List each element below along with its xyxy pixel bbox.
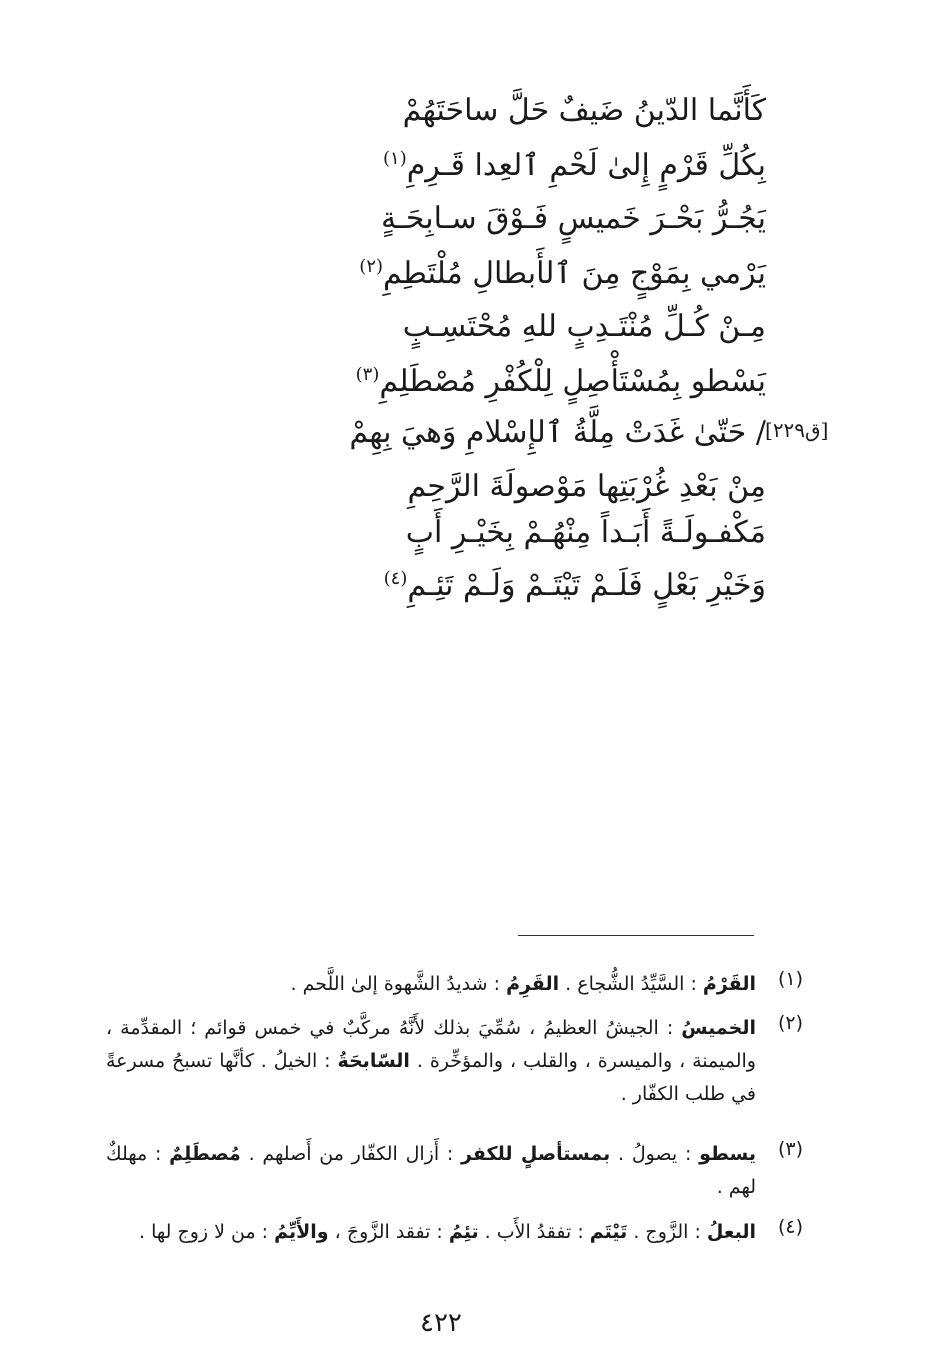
footnote-term: والأَيِّمُ [274, 1221, 329, 1243]
verse-line [352, 366, 766, 397]
verse-line [405, 515, 766, 550]
verse-line [402, 309, 766, 344]
footnote [106, 968, 756, 1001]
footnote-text: : السَّيِّدُ الشُّجاع . [559, 973, 703, 995]
footnote-term: السّابحَةُ [337, 1050, 410, 1072]
verse-text: مِـنْ كُـلِّ مُنْتَـدِبٍ للهِ مُحْتَسِـبٍ [402, 309, 766, 344]
footnote-text: : مهلكٌ لهم . [106, 1143, 756, 1198]
footnote-text: : أَزال الكفّار من أَصلهم . [240, 1143, 462, 1165]
folio-marker: [ق٢٢٩] [765, 418, 829, 442]
verse-text: مِنْ بَعْدِ غُرْبَتِها مَوْصولَةَ الرَّحِمِ [407, 469, 766, 504]
verse-text: وَخَيْرِ بَعْلٍ فَلَـمْ تَيْتَـمْ وَلَـمْ تَئِـمِ [407, 568, 766, 603]
verse-line [380, 201, 766, 236]
footnote-text: : شديدُ الشَّهوة إلىٰ اللَّحم . [290, 973, 507, 995]
verse-text: مَكْفـولَـةً أَبَـداً مِنْهُـمْ بِخَيْـرِ أَبٍ [405, 515, 766, 550]
footnote-divider [518, 935, 754, 936]
verse-line [402, 93, 766, 128]
verse-line [380, 570, 766, 601]
footnote-term: القَرِمُ [506, 973, 560, 995]
footnote-text: : الزَّوج . [627, 1221, 707, 1243]
verse-text: يَرْمي بِمَوْجٍ مِنَ ٱلأَبطالِ مُلْتَطِمِ [383, 256, 766, 291]
footnote [106, 1138, 756, 1204]
footnote-text: : تفقدُ الأَب . [478, 1221, 590, 1243]
footnote-ref: (٣) [355, 364, 380, 385]
footnote-number: (٢) [777, 1012, 803, 1034]
verse-line [355, 258, 766, 289]
footnote-term: الخميسُ [681, 1017, 756, 1039]
footnote-text: : تفقد الزَّوجَ ، [328, 1221, 449, 1243]
footnote-number: (٣) [777, 1138, 803, 1160]
footnote-number: (٤) [777, 1216, 803, 1238]
verse-text: كَأَنَّما الدّينُ ضَيفٌ حَلَّ ساحَتَهُمْ [402, 93, 766, 128]
footnote-text: : يصولُ . [610, 1143, 700, 1165]
footnote-ref: (٤) [383, 568, 408, 589]
footnote-term: البعلُ [706, 1221, 756, 1243]
verse-text: / حَتّىٰ غَدَتْ مِلَّةُ ٱلإِسْلامِ وَهيَ بِهِمْ [349, 415, 766, 450]
page-number: ٤٢٢ [420, 1308, 462, 1338]
verse-line [379, 150, 766, 181]
footnote-ref: (١) [382, 148, 407, 169]
verse-line [349, 415, 766, 450]
footnote [106, 1216, 756, 1249]
verse-text: يَسْطو بِمُسْتَأْصِلٍ لِلْكُفْرِ مُصْطَلِمِ [379, 364, 766, 399]
footnote-term: يسطو [699, 1143, 757, 1165]
footnote-number: (١) [777, 968, 803, 990]
footnote-term: تئِمُ [448, 1221, 479, 1243]
verse-text: يَجُـرُّ بَحْـرَ خَميسٍ فَـوْقَ سـابِحَـةٍ [380, 201, 766, 236]
footnote-ref: (٢) [359, 256, 384, 277]
footnote-text: : من لا زوج لها . [139, 1221, 275, 1243]
footnote [106, 1012, 756, 1111]
verse-line [407, 469, 766, 504]
footnote-text: : الجيشُ العظيمُ ، سُمِّيَ بذلك لأَنَّهُ مركَّبٌ في خمس قوائم ؛ المقدِّمة ، والميمنة ، والميسرة ، والقلب ، والمؤخِّرة . [106, 1017, 756, 1072]
footnote-term: القَرْمُ [702, 973, 756, 995]
verse-text: بِكُلِّ قَرْمٍ إِلىٰ لَحْمِ ٱلعِدا قَـرِمِ [406, 148, 766, 183]
footnote-term: بمستأصلٍ للكفر [461, 1143, 611, 1165]
footnote-term: تَيْتَم [589, 1221, 628, 1243]
footnote-text: : الخيلُ . كأنَّها تسبحُ مسرعةً في طلب الكفّار . [106, 1050, 756, 1105]
footnote-term: مُصطَلِمٌ [169, 1143, 241, 1165]
